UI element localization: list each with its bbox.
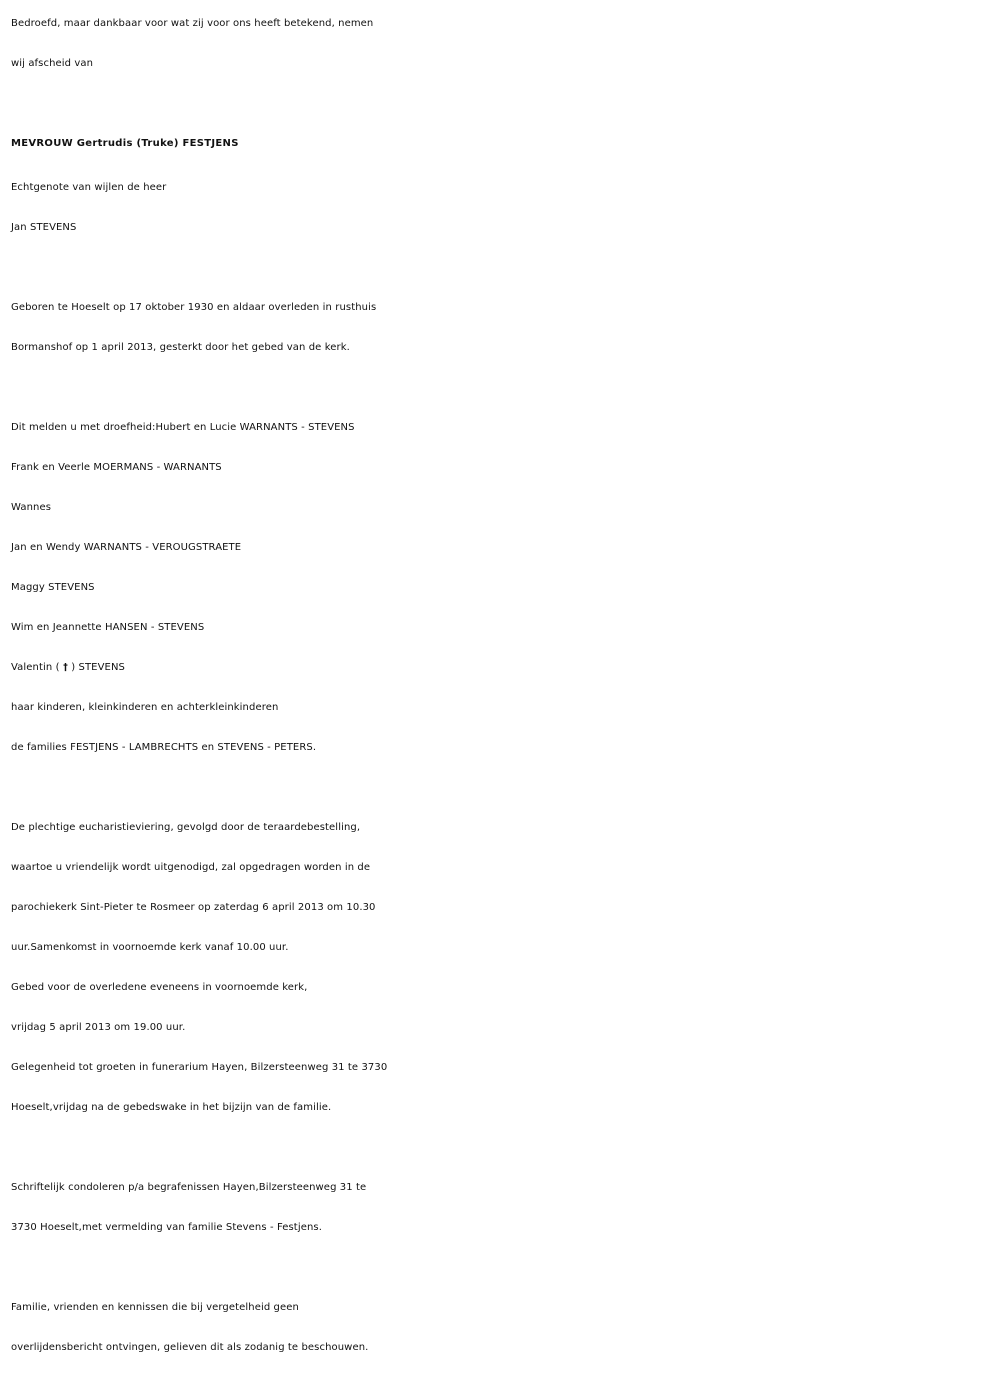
ceremony-paragraph bbox=[11, 808, 996, 1128]
ceremony-line: parochiekerk Sint-Pieter te Rosmeer op zaterdag 6 april 2013 om 10.30 bbox=[11, 902, 376, 913]
obituary-document bbox=[11, 4, 996, 1368]
ceremony-line: waartoe u vriendelijk wordt uitgenodigd, zal opgedragen worden in de bbox=[11, 862, 371, 873]
intro-paragraph bbox=[11, 4, 996, 84]
cross-icon: † bbox=[63, 662, 68, 673]
condolences-line: Schriftelijk condoleren p/a begrafenissen Hayen,Bilzersteenweg 31 te bbox=[11, 1182, 367, 1193]
family-line: de families FESTJENS - LAMBRECHTS en STEVENS - PETERS. bbox=[11, 742, 317, 753]
closing-line: overlijdensbericht ontvingen, gelieven dit als zodanig te beschouwen. bbox=[11, 1342, 369, 1353]
ceremony-line: Gelegenheid tot groeten in funerarium Hayen, Bilzersteenweg 31 te 3730 bbox=[11, 1062, 388, 1073]
valentin-name-start: Valentin ( bbox=[11, 662, 63, 673]
intro-line: wij afscheid van bbox=[11, 58, 94, 69]
condolences-paragraph bbox=[11, 1168, 996, 1248]
family-line: Frank en Veerle MOERMANS - WARNANTS bbox=[11, 462, 222, 473]
family-line: Wannes bbox=[11, 502, 52, 513]
family-line: Wim en Jeannette HANSEN - STEVENS bbox=[11, 622, 205, 633]
ceremony-line: uur.Samenkomst in voornoemde kerk vanaf 10.00 uur. bbox=[11, 942, 289, 953]
family-line: Maggy STEVENS bbox=[11, 582, 95, 593]
ceremony-line: vrijdag 5 april 2013 om 19.00 uur. bbox=[11, 1022, 186, 1033]
birth-death-line: Bormanshof op 1 april 2013, gesterkt door het gebed van de kerk. bbox=[11, 342, 350, 353]
spouse-line: Jan STEVENS bbox=[11, 222, 77, 233]
family-line: Jan en Wendy WARNANTS - VEROUGSTRAETE bbox=[11, 542, 242, 553]
birth-death-line: Geboren te Hoeselt op 17 oktober 1930 en aldaar overleden in rusthuis bbox=[11, 302, 377, 313]
deceased-name-title: MEVROUW Gertrudis (Truke) FESTJENS bbox=[11, 138, 239, 149]
closing-paragraph bbox=[11, 1288, 996, 1368]
ceremony-line: De plechtige eucharistieviering, gevolgd door de teraardebestelling, bbox=[11, 822, 361, 833]
spouse-paragraph bbox=[11, 168, 996, 248]
condolences-line: 3730 Hoeselt,met vermelding van familie Stevens - Festjens. bbox=[11, 1222, 322, 1233]
family-line-valentin bbox=[11, 648, 996, 688]
intro-line: Bedroefd, maar dankbaar voor wat zij voor ons heeft betekend, nemen bbox=[11, 18, 374, 29]
family-line: Dit melden u met droefheid:Hubert en Lucie WARNANTS - STEVENS bbox=[11, 422, 355, 433]
closing-line: Familie, vrienden en kennissen die bij vergetelheid geen bbox=[11, 1302, 299, 1313]
spouse-line: Echtgenote van wijlen de heer bbox=[11, 182, 167, 193]
ceremony-line: Hoeselt,vrijdag na de gebedswake in het bijzijn van de familie. bbox=[11, 1102, 332, 1113]
ceremony-line: Gebed voor de overledene eveneens in voornoemde kerk, bbox=[11, 982, 308, 993]
valentin-name-end: ) STEVENS bbox=[67, 662, 125, 673]
birth-death-paragraph bbox=[11, 288, 996, 368]
family-list bbox=[11, 408, 996, 768]
family-line: haar kinderen, kleinkinderen en achterkleinkinderen bbox=[11, 702, 279, 713]
